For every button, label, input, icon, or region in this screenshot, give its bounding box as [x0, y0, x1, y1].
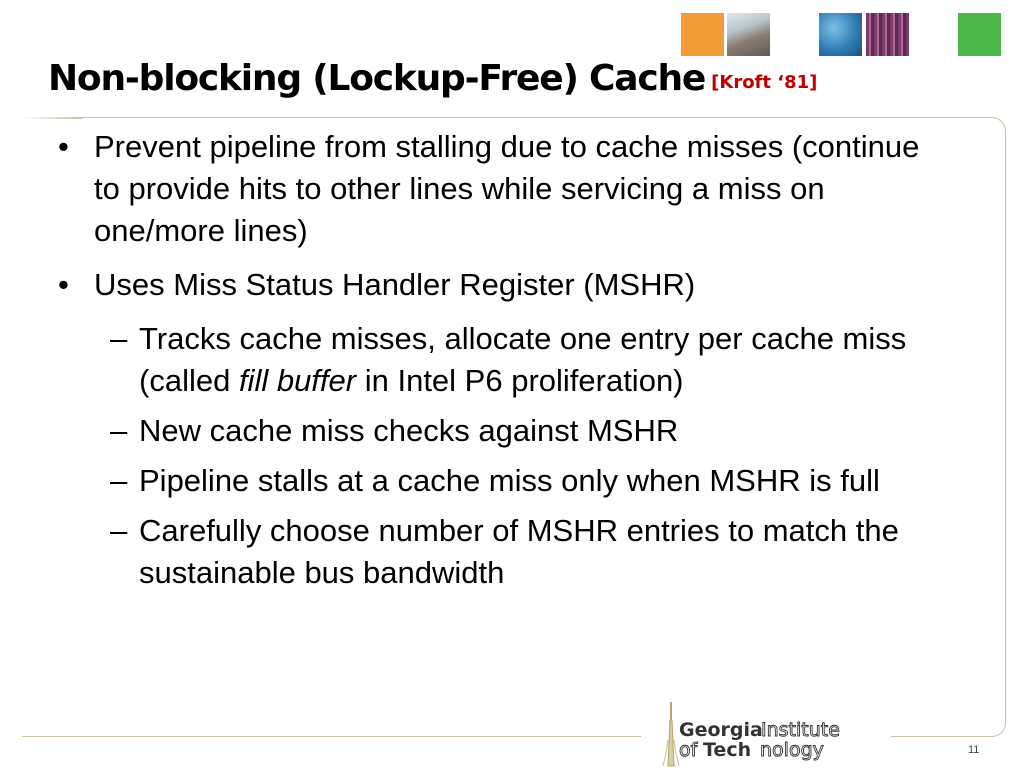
sub-bullet-text-italic: fill buffer	[238, 363, 357, 398]
sub-bullet-text-after: in Intel P6 proliferation)	[356, 363, 684, 398]
logo-line2-bold: Tech	[703, 739, 752, 761]
bullet-marker: •	[58, 267, 69, 302]
campus-photo-square	[727, 13, 770, 56]
citation: [Kroft ‘81]	[711, 72, 818, 93]
bullet-text: Prevent pipeline from stalling due to cache misses (continue to provide hits to other lines while servicing a miss on one/more lines)	[94, 129, 920, 248]
circuit-photo-square	[866, 13, 909, 56]
logo-line2-outline-b: nology	[760, 739, 824, 761]
green-square	[958, 13, 1001, 56]
sub-bullet-item	[52, 460, 952, 502]
slide-title-text: Non-blocking (Lockup-Free) Cache	[48, 58, 706, 99]
sub-bullet-text: Carefully choose number of MSHR entries to match the sustainable bus bandwidth	[139, 513, 899, 590]
bullet-item	[52, 264, 952, 306]
georgia-tech-logo-graphic	[641, 700, 891, 768]
sub-bullet-item	[52, 510, 952, 594]
sub-bullet-text-before: Tracks cache misses, allocate one entry per cache miss (called	[139, 321, 907, 398]
blue-square	[819, 13, 862, 56]
bullet-item	[52, 126, 952, 252]
slide-title	[48, 58, 817, 99]
orange-square	[681, 13, 724, 56]
sub-bullet-marker: –	[110, 513, 128, 548]
sub-bullet-text: Pipeline stalls at a cache miss only when MSHR is full	[139, 463, 880, 498]
bullet-list	[52, 126, 952, 602]
bullet-text: Uses Miss Status Handler Register (MSHR)	[94, 267, 696, 302]
sub-bullet-item	[52, 410, 952, 452]
logo-line1-bold: Georgia	[679, 719, 763, 741]
sub-bullet-text: New cache miss checks against MSHR	[139, 413, 679, 448]
sub-bullet-item	[52, 318, 952, 402]
page-number: 11	[968, 744, 980, 756]
logo-line2-outline-a: of	[679, 739, 698, 761]
sub-bullet-marker: –	[110, 463, 128, 498]
sub-bullet-marker: –	[110, 413, 128, 448]
header-decoration	[0, 0, 1024, 60]
sub-bullet-text	[139, 321, 906, 398]
sub-bullet-marker: –	[110, 321, 128, 356]
georgia-tech-logo	[641, 700, 891, 768]
bullet-marker: •	[58, 129, 69, 164]
logo-line1-outline: Institute	[761, 719, 840, 741]
